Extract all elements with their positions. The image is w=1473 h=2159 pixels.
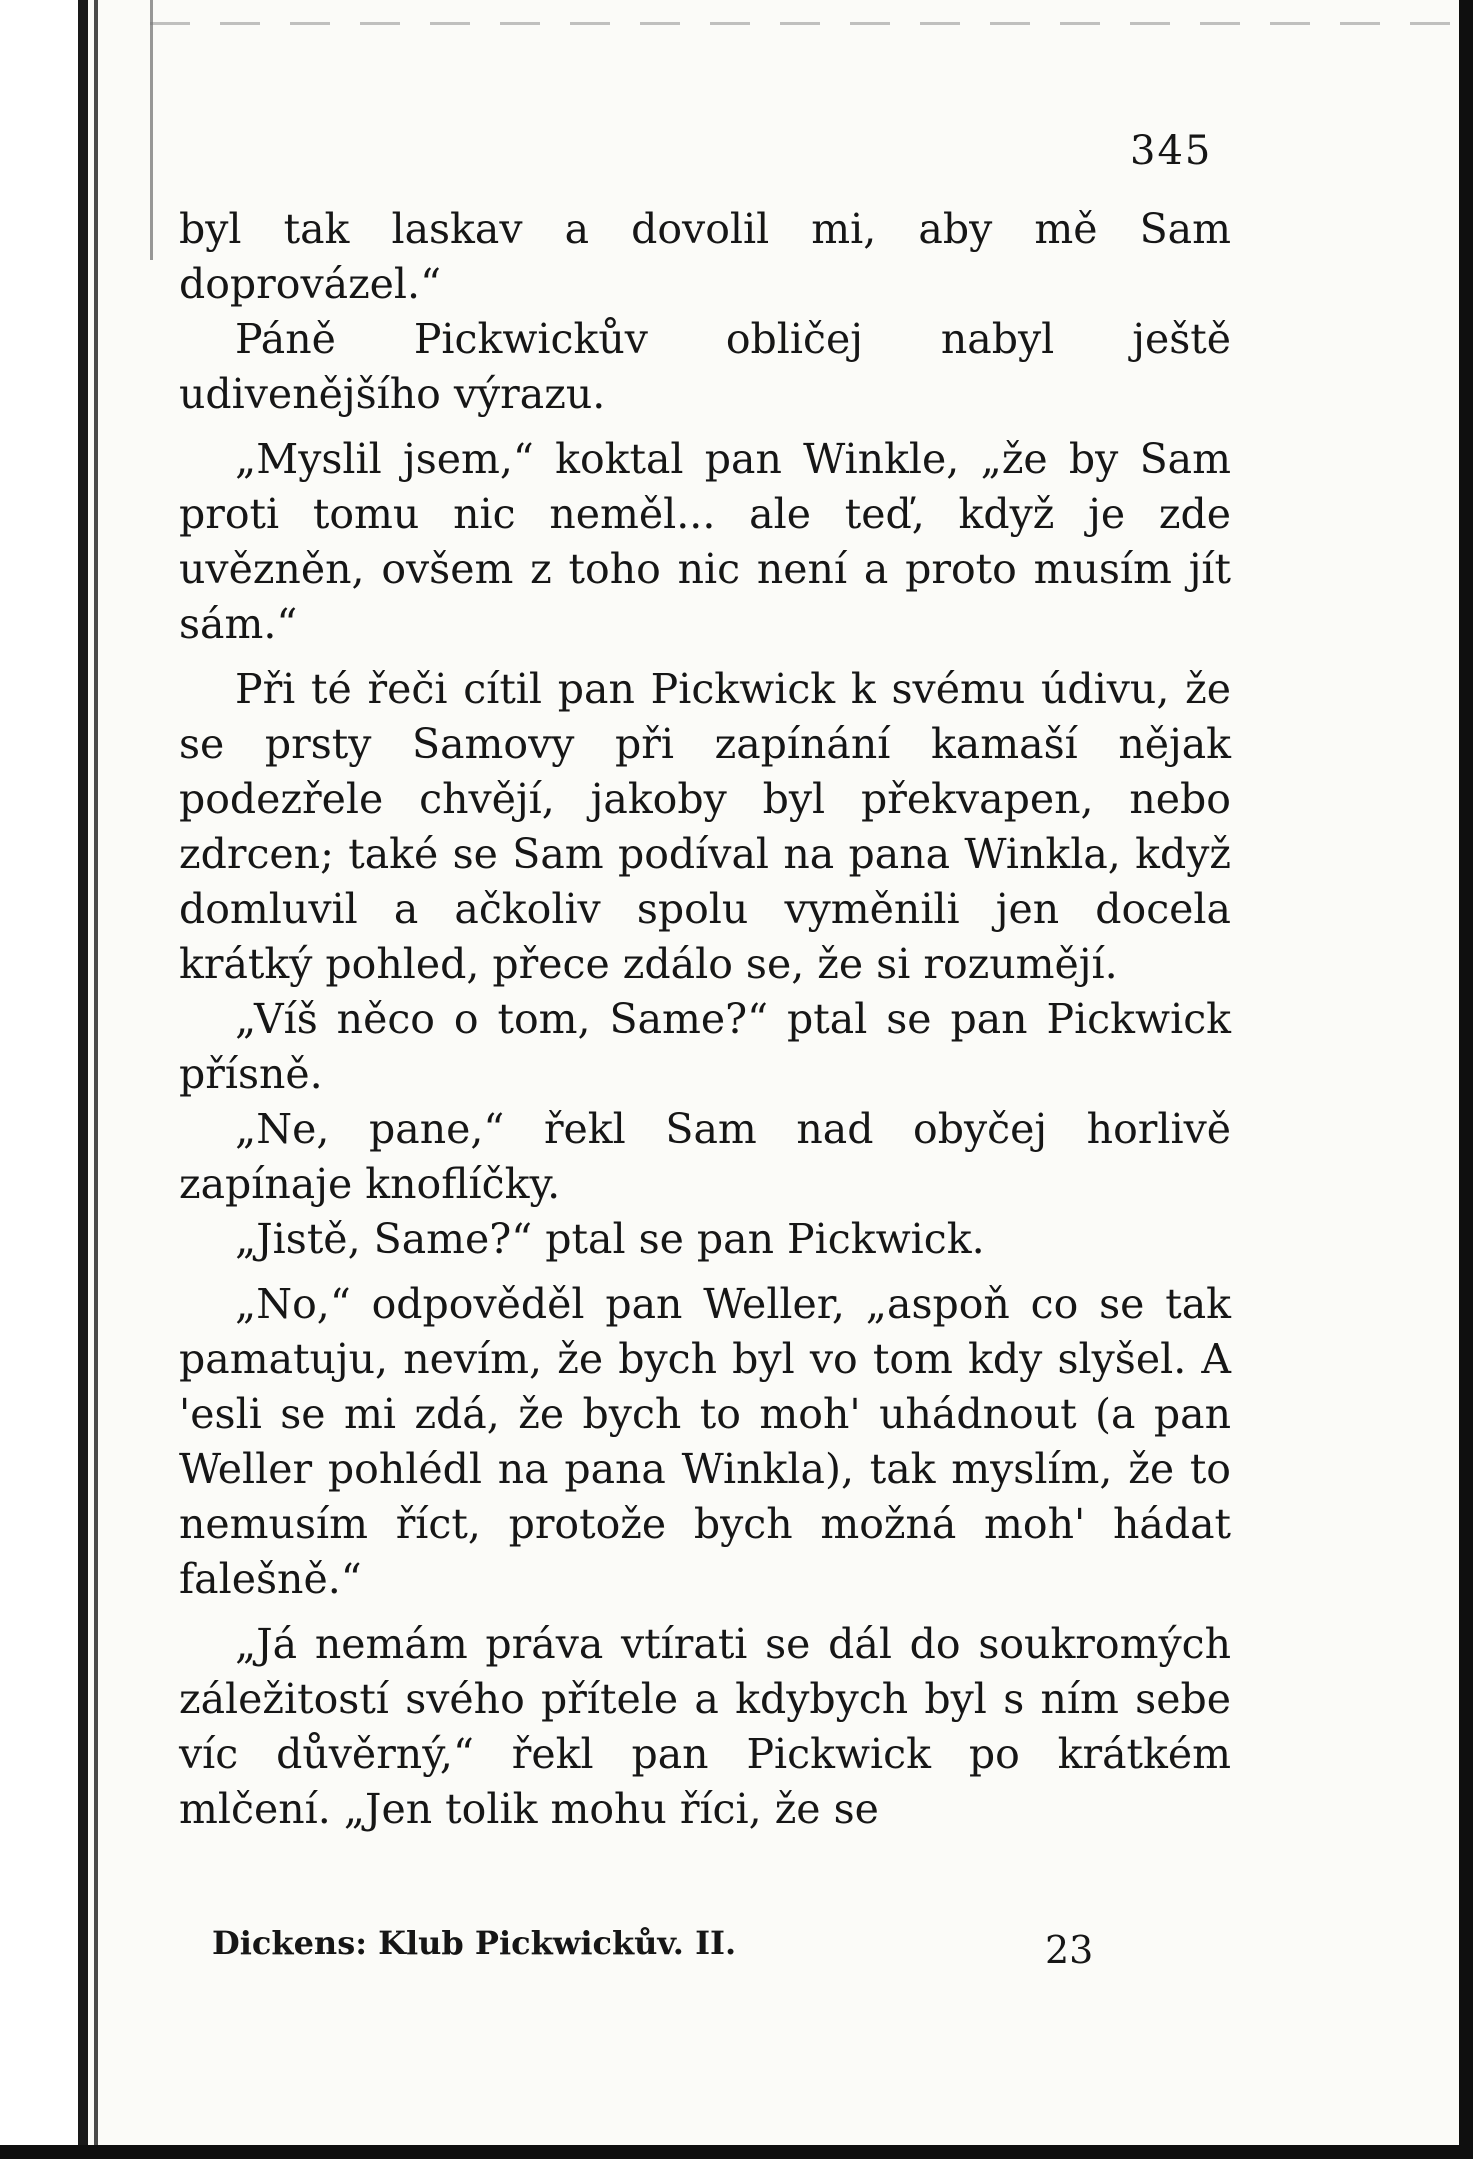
scan-left-margin (0, 0, 88, 2159)
paragraph: „Myslil jsem,“ koktal pan Winkle, „že by Sam proti tomu nic neměl... ale teď, když je zde uvězněn, ovšem z toho nic není a proto musím jít sám.“ (179, 435, 1231, 648)
printer-signature: Dickens: Klub Pickwickův. II. (212, 1924, 737, 1962)
paragraph: „Jistě, Same?“ ptal se pan Pickwick. (235, 1215, 985, 1263)
scan-binding-line (94, 0, 98, 2159)
scan-top-noise (150, 22, 1450, 25)
body-text (179, 202, 1231, 1837)
scan-right-border (1459, 0, 1473, 2159)
paragraph: Páně Pickwickův obličej nabyl ještě udivenějšího výrazu. (179, 315, 1231, 418)
paragraph: „Víš něco o tom, Same?“ ptal se pan Pickwick přísně. (179, 995, 1231, 1098)
sheet-number: 23 (1045, 1928, 1094, 1972)
paragraph: Při té řeči cítil pan Pickwick k svému údivu, že se prsty Samovy při zapínání kamaší nějak podezřele chvějí, jakoby byl překvapen, nebo zdrcen; také se Sam podíval na pana Winkla, když domluvil a ačkoliv spolu vyměnili jen docela krátký pohled, přece zdálo se, že si rozumějí. (179, 665, 1231, 988)
scan-gutter-shadow (150, 0, 153, 260)
scan-bottom-border (0, 2145, 1473, 2159)
page-number: 345 (1130, 128, 1213, 174)
paragraph: byl tak laskav a dovolil mi, aby mě Sam doprovázel.“ (179, 205, 1231, 308)
paragraph: „Ne, pane,“ řekl Sam nad obyčej horlivě zapínaje knoflíčky. (179, 1105, 1231, 1208)
paragraph: „No,“ odpověděl pan Weller, „aspoň co se tak pamatuju, nevím, že bych byl vo tom kdy slyšel. A 'esli se mi zdá, že bych to moh' uhádnout (a pan Weller pohlédl na pana Winkla), tak myslím, že to nemusím říct, protože bych možná moh' hádat falešně.“ (179, 1280, 1231, 1603)
paragraph: „Já nemám práva vtírati se dál do soukromých záležitostí svého přítele a kdybych byl s ním sebe víc důvěrný,“ řekl pan Pickwick po krátkém mlčení. „Jen tolik mohu říci, že se (179, 1620, 1231, 1833)
